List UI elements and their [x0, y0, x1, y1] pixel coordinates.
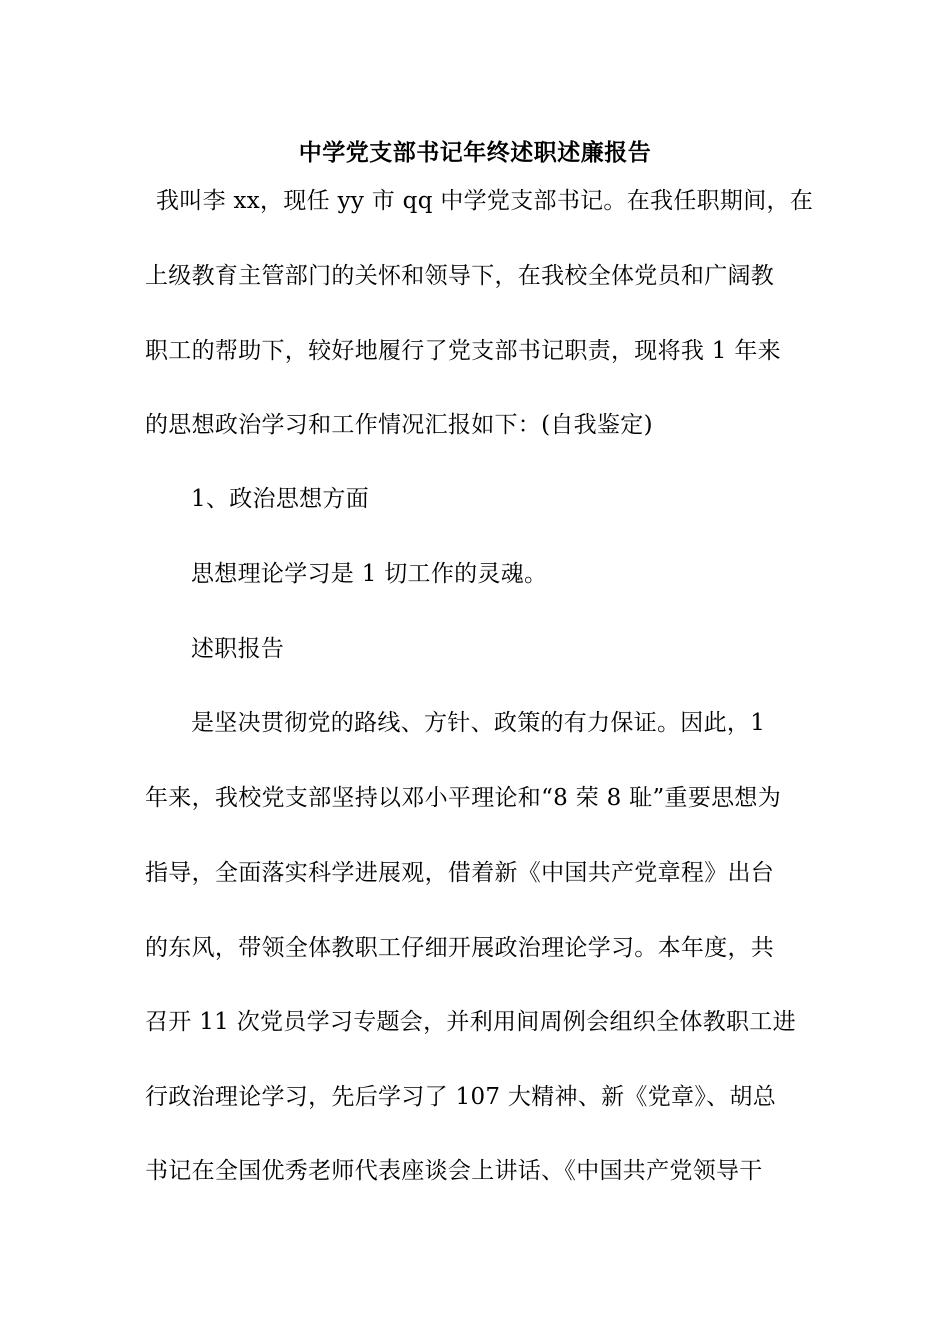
paragraph-line: 我叫李 xx，现任 yy 市 qq 中学党支部书记。在我任职期间，在: [156, 188, 814, 214]
paragraph-line: 书记在全国优秀老师代表座谈会上讲话、《中国共产党领导干: [145, 1158, 763, 1184]
paragraph-line: 的东风，带领全体教职工仔细开展政治理论学习。本年度，共: [145, 935, 775, 961]
paragraph-line: 思想理论学习是 1 切工作的灵魂。: [191, 561, 548, 587]
paragraph-line: 行政治理论学习，先后学习了 107 大精神、新《党章》、胡总: [145, 1084, 777, 1110]
section-heading: 1、政治思想方面: [191, 486, 370, 512]
paragraph-line: 的思想政治学习和工作情况汇报如下：(自我鉴定): [145, 412, 653, 438]
paragraph-line: 述职报告: [191, 636, 285, 662]
paragraph-line: 上级教育主管部门的关怀和领导下，在我校全体党员和广阔教: [145, 263, 775, 289]
paragraph-line: 召开 11 次党员学习专题会，并利用间周例会组织全体教职工进: [145, 1009, 796, 1035]
document-title: 中学党支部书记年终述职述廉报告: [298, 140, 652, 166]
paragraph-line: 职工的帮助下，较好地履行了党支部书记职责，现将我 1 年来: [145, 338, 781, 364]
paragraph-line: 年来，我校党支部坚持以邓小平理论和“8 荣 8 耻”重要思想为: [145, 785, 782, 811]
paragraph-line: 指导，全面落实科学进展观，借着新《中国共产党章程》出台: [145, 860, 775, 886]
paragraph-line: 是坚决贯彻党的路线、方针、政策的有力保证。因此，1: [191, 710, 766, 736]
